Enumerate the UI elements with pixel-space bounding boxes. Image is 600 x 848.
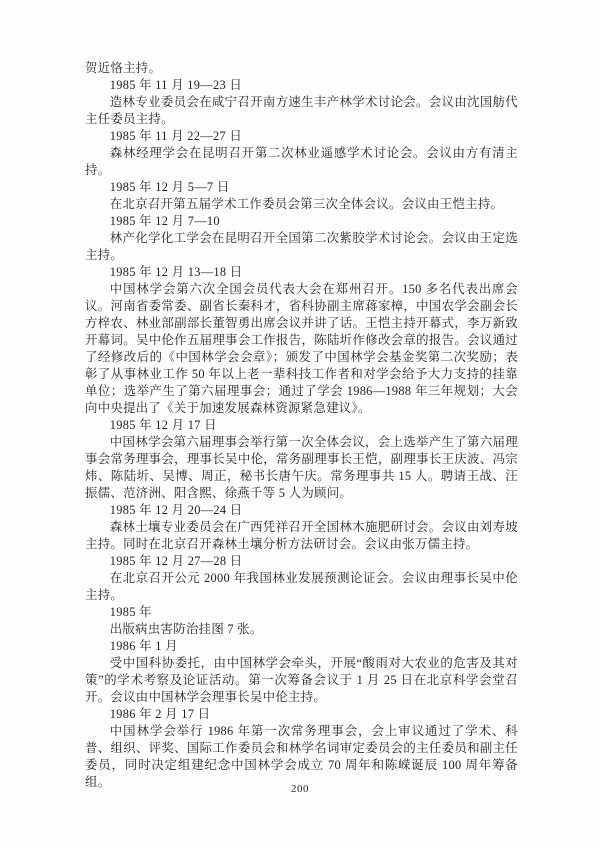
date-line: 1985 年 12 月 17 日 <box>109 418 217 432</box>
entry-paragraph: 造林专业委员会在咸宁召开南方速生丰产林学术讨论会。会议由沈国舫代主任委员主持。 <box>85 95 518 126</box>
date-line: 1985 年 11 月 22—27 日 <box>109 129 243 143</box>
date-line: 1985 年 12 月 7—10 <box>109 214 220 228</box>
date-line: 1986 年 2 月 17 日 <box>109 707 211 721</box>
date-line: 1985 年 12 月 27—28 日 <box>109 554 243 568</box>
entry-paragraph: 在北京召开公元 2000 年我国林业发展预测论证会。会议由理事长吴中伦主持。 <box>85 571 518 602</box>
entry-paragraph: 受中国科协委托，由中国林学会牵头，开展“酸雨对大农业的危害及其对策”的学术考察及论证活动。第一次筹备会议于 1 月 25 日在北京科学会堂召开。会议由中国林学会理事长吴中伦主持。 <box>85 656 518 704</box>
body-text-block <box>85 60 518 791</box>
page-number: 200 <box>291 783 309 795</box>
entry-paragraph: 中国林学会第六次全国会员代表大会在郑州召开。150 多名代表出席会议。河南省委常委、副省长秦科才，省科协副主席蒋家樟，中国农学会副会长方梓农、林业部副部长董智勇出席会议并讲了话。王恺主持开幕式，李万新致开幕词。吴中伦作五届理事会工作报告，陈陆圻作修改会章的报告。会议通过了经修改后的《中国林学会会章》；颁发了中国林学会基金奖第二次奖励；表彰了从事林业工作 50 年以上老一辈科技工作者和对学会给予大力支持的挂靠单位；选举产生了第六届理事会；通过了学会 1986—1988 年三年规划；大会向中央提出了《关于加速发展森林资源紧急建议》。 <box>85 282 518 415</box>
date-line: 1985 年 12 月 13—18 日 <box>109 265 243 279</box>
entry-paragraph: 森林经理学会在昆明召开第二次林业遥感学术讨论会。会议由方有清主持。 <box>85 146 518 177</box>
date-line: 1985 年 11 月 19—23 日 <box>109 78 243 92</box>
date-line: 1986 年 1 月 <box>109 639 178 653</box>
entry-paragraph: 出版病虫害防治挂图 7 张。 <box>109 622 263 636</box>
entry-paragraph: 林产化学化工学会在昆明召开全国第二次紫胶学术讨论会。会议由王定选主持。 <box>85 231 518 262</box>
entry-paragraph: 在北京召开第五届学术工作委员会第三次全体会议。会议由王恺主持。 <box>109 197 504 211</box>
date-line: 1985 年 12 月 20—24 日 <box>109 503 243 517</box>
continuation-paragraph: 贺近恪主持。 <box>85 61 162 75</box>
entry-paragraph: 森林土壤专业委员会在广西凭祥召开全国林木施肥研讨会。会议由刘寿坡主持。同时在北京召开森林土壤分析方法研讨会。会议由张万儒主持。 <box>85 520 518 551</box>
entry-paragraph: 中国林学会第六届理事会举行第一次全体会议，会上选举产生了第六届理事会常务理事会，理事长吴中伦，常务副理事长王恺，副理事长王庆波、冯宗炜、陈陆圻、吴博、周正，秘书长唐午庆。常务理事共 15 人。聘请王战、汪振儒、范济洲、阳含熙、徐燕千等 5 人为顾问。 <box>85 435 518 500</box>
date-line: 1985 年 12 月 5—7 日 <box>109 180 230 194</box>
date-line: 1985 年 <box>109 605 152 619</box>
entry-paragraph: 中国林学会举行 1986 年第一次常务理事会，会上审议通过了学术、科普、组织、评奖、国际工作委员会和林学名词审定委员会的主任委员和副主任委员，同时决定组建纪念中国林学会成立 70 周年和陈嵘诞辰 100 周年筹备组。 <box>85 724 518 789</box>
